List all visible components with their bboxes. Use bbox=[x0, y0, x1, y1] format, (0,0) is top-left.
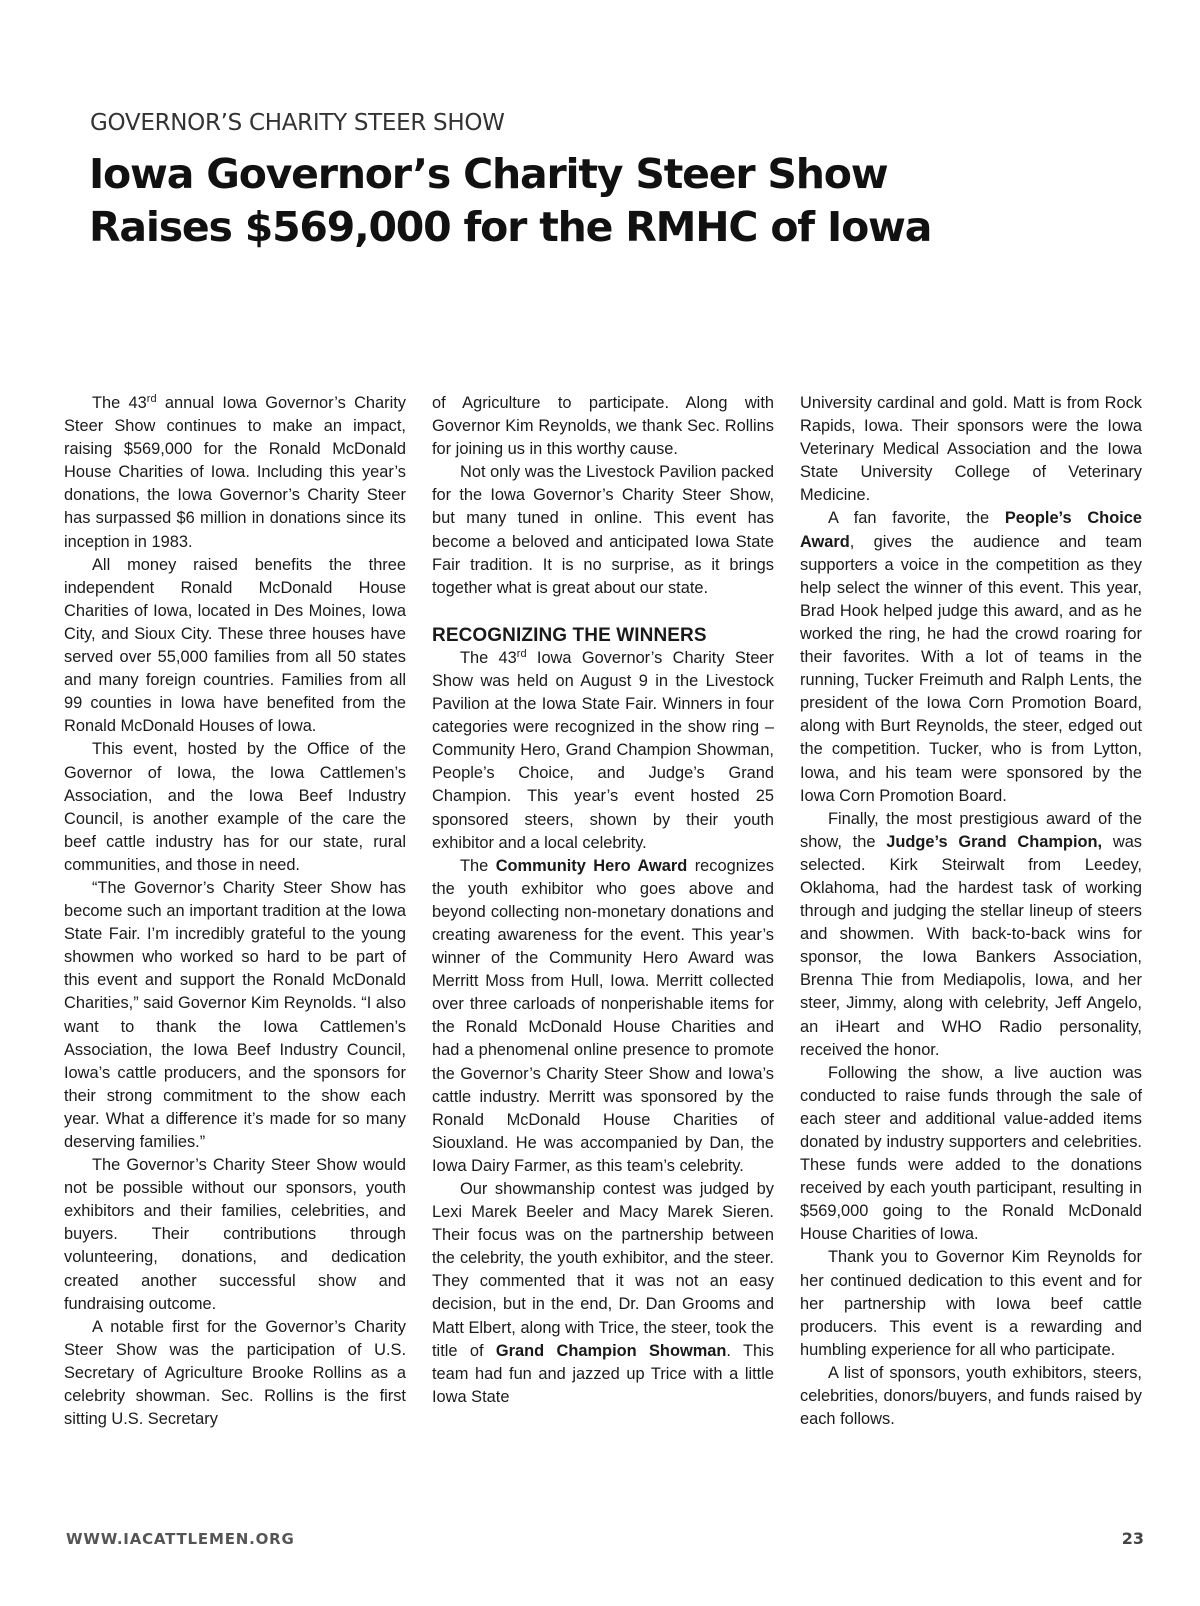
text-run: The 43 bbox=[460, 648, 517, 667]
column-3 bbox=[800, 392, 1142, 1431]
footer-website: WWW.IACATTLEMEN.ORG bbox=[66, 1530, 295, 1548]
text-run: recognizes the youth exhibitor who goes above and beyond collecting non-monetary donations and creating awareness for the event. This year’s winner of the Community Hero Award was Merritt Moss from Hull, Iowa. Merritt collected over three carloads of nonperishable items for the Ronald McDonald House Charities and had a phenomenal online presence to promote the Governor’s Charity Steer Show and Iowa’s cattle industry. Merritt was sponsored by the Ronald McDonald House Charities of Siouxland. He was accompanied by Dan, the Iowa Dairy Farmer, as this team’s celebrity. bbox=[432, 856, 774, 1175]
paragraph: This event, hosted by the Office of the Governor of Iowa, the Iowa Cattlemen’s Association, and the Iowa Beef Industry Council, is another example of the care the beef cattle industry has for our state, rural communities, and those in need. bbox=[64, 740, 406, 874]
award-name: Judge’s Grand Champion, bbox=[886, 832, 1103, 851]
text-run: was selected. Kirk Steirwalt from Leedey, Oklahoma, had the hardest task of working through and judging the stellar lineup of steers and showmen. With back-to-back wins for sponsor, the Iowa Bankers Association, Brenna Thie from Mediapolis, Iowa, and her steer, Jimmy, along with celebrity, Jeff Angelo, an iHeart and WHO Radio personality, received the honor. bbox=[800, 832, 1142, 1059]
paragraph: The Governor’s Charity Steer Show would not be possible without our sponsors, youth exhibitors and their families, celebrities, and buyers. Their contributions through volunteering, donations, and dedication created another successful show and fundraising outcome. bbox=[64, 1156, 406, 1313]
subheading-winners: RECOGNIZING THE WINNERS bbox=[432, 624, 707, 646]
text-run: . This team had fun and jazzed up Trice with a little Iowa State bbox=[432, 1341, 774, 1406]
column-1 bbox=[64, 392, 406, 1431]
paragraph-continued: University cardinal and gold. Matt is from Rock Rapids, Iowa. Their sponsors were the Iowa Veterinary Medical Association and the Iowa State University College of Veterinary Medicine. bbox=[800, 394, 1142, 505]
text-run: Iowa Governor’s Charity Steer Show was held on August 9 in the Livestock Pavilion at the Iowa State Fair. Winners in four categories were recognized in the show ring – Community Hero, Grand Champion Showman, People’s Choice, and Judge’s Grand Champion. This year’s event hosted 25 sponsored steers, shown by their youth exhibitor and a local celebrity. bbox=[432, 648, 775, 852]
superscript: rd bbox=[516, 647, 527, 660]
text-run: The 43 bbox=[92, 394, 147, 412]
paragraph-continued: of Agriculture to participate. Along with Governor Kim Reynolds, we thank Sec. Rollins for joining us in this worthy cause. bbox=[432, 394, 774, 459]
paragraph-quote: “The Governor’s Charity Steer Show has become such an important tradition at the Iowa State Fair. I’m incredibly grateful to the young showmen who worked so hard to be part of this event and support the Ronald McDonald Charities,” said Governor Kim Reynolds. “I also want to thank the Iowa Cattlemen’s Association, the Iowa Beef Industry Council, Iowa’s cattle producers, and the sponsors for their strong commitment to the show each year. What a difference it’s made for so many deserving families.” bbox=[64, 878, 406, 1151]
paragraph: A list of sponsors, youth exhibitors, steers, celebrities, donors/buyers, and funds raised by each follows. bbox=[800, 1363, 1142, 1429]
award-name: Grand Champion Showman bbox=[495, 1341, 727, 1360]
paragraph-judges-champion bbox=[800, 808, 1142, 1062]
paragraph-community-hero bbox=[432, 855, 774, 1178]
paragraph-intro bbox=[64, 392, 406, 554]
text-run: Our showmanship contest was judged by Lexi Marek Beeler and Macy Marek Sieren. Their focus was on the partnership between the celebrity, the youth exhibitor, and the steer. They commented that it was not an easy decision, but in the end, Dr. Dan Grooms and Matt Elbert, along with Trice, the steer, took the title of bbox=[432, 1180, 774, 1360]
text-run: Finally, the most prestigious award of the show, the bbox=[800, 809, 1142, 851]
text-run: The bbox=[460, 856, 496, 875]
superscript: rd bbox=[146, 393, 157, 405]
paragraph: Not only was the Livestock Pavilion packed for the Iowa Governor’s Charity Steer Show, but many tuned in online. This event has become a beloved and anticipated Iowa State Fair tradition. It is no surprise, as it brings together what is great about our state. bbox=[432, 463, 774, 597]
paragraph-peoples-choice bbox=[800, 507, 1142, 807]
title-line-2: Raises $569,000 for the RMHC of Iowa bbox=[89, 203, 932, 251]
paragraph: A notable first for the Governor’s Charity Steer Show was the participation of U.S. Secretary of Agriculture Brooke Rollins as a celebrity showman. Sec. Rollins is the first sitting U.S. Secretary bbox=[64, 1317, 406, 1429]
text-run: annual Iowa Governor’s Charity Steer Show continues to make an impact, raising $569,000 for the Ronald McDonald House Charities of Iowa. Including this year’s donations, the Iowa Governor’s Charity Steer has surpassed $6 million in donations since its inception in 1983. bbox=[64, 394, 406, 551]
text-run: A fan favorite, the bbox=[828, 509, 1005, 528]
award-name: Community Hero Award bbox=[495, 856, 688, 875]
title-line-1: Iowa Governor’s Charity Steer Show bbox=[89, 150, 888, 198]
award-name: People’s Choice Award bbox=[800, 509, 1142, 551]
paragraph: Following the show, a live auction was conducted to raise funds through the sale of each steer and additional value-added items donated by industry supporters and celebrities. These funds were added to the donations received by each youth participant, resulting in $569,000 going to the Ronald McDonald House Charities of Iowa. bbox=[800, 1063, 1142, 1244]
paragraph bbox=[432, 647, 774, 855]
paragraph-showmanship bbox=[432, 1178, 774, 1409]
column-2 bbox=[432, 392, 774, 1409]
paragraph: All money raised benefits the three independent Ronald McDonald House Charities of Iowa, located in Des Moines, Iowa City, and Sioux City. These three houses have served over 55,000 families from all 50 states and many foreign countries. Families from all 99 counties in Iowa have benefited from the Ronald McDonald Houses of Iowa. bbox=[64, 555, 406, 736]
article-title bbox=[89, 148, 989, 254]
paragraph: Thank you to Governor Kim Reynolds for her continued dedication to this event and for her partnership with Iowa beef cattle producers. This event is a rewarding and humbling experience for all who participate. bbox=[800, 1248, 1142, 1359]
text-run: , gives the audience and team supporters a voice in the competition as they help select the winner of this event. This year, Brad Hook helped judge this award, and as he worked the ring, he had the crowd roaring for their favorites. With a lot of teams in the running, Tucker Freimuth and Ralph Lents, the president of the Iowa Corn Promotion Board, along with Burt Reynolds, the steer, edged out the competition. Tucker, who is from Lytton, Iowa, and his team were sponsored by the Iowa Corn Promotion Board. bbox=[800, 532, 1142, 805]
section-kicker: GOVERNOR’S CHARITY STEER SHOW bbox=[90, 110, 505, 136]
page-number: 23 bbox=[1121, 1529, 1144, 1548]
